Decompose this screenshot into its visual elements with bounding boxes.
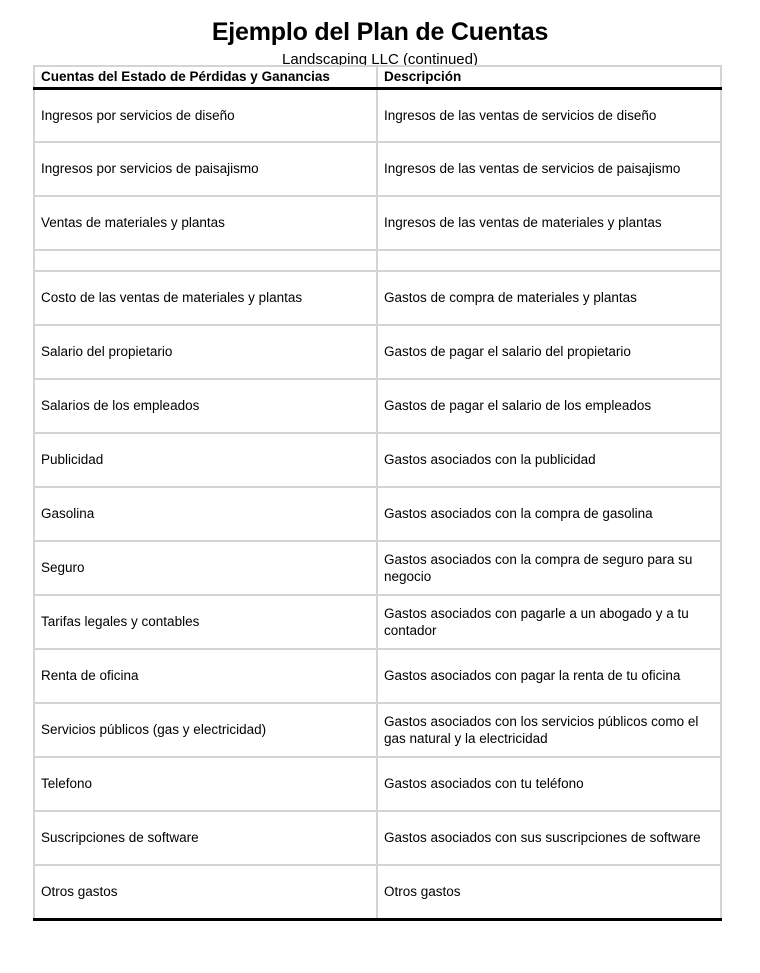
- cell-account-empty: [34, 250, 377, 271]
- page-subtitle: Landscaping LLC (continued): [282, 51, 478, 68]
- cell-description: Gastos de compra de materiales y plantas: [377, 271, 721, 325]
- cell-description: Gastos asociados con los servicios públicos como el gas natural y la electricidad: [377, 703, 721, 757]
- table-row: [34, 142, 721, 196]
- cell-description: Gastos asociados con pagar la renta de tu oficina: [377, 649, 721, 703]
- table-row: [34, 196, 721, 250]
- title-block: [0, 0, 760, 67]
- table-row: [34, 325, 721, 379]
- table-spacer-row: [34, 250, 721, 271]
- cell-description: Ingresos de las ventas de materiales y plantas: [377, 196, 721, 250]
- cell-description: Otros gastos: [377, 865, 721, 919]
- table-header: [34, 66, 721, 88]
- cell-account: Ingresos por servicios de paisajismo: [34, 142, 377, 196]
- chart-of-accounts-table-wrapper: [33, 65, 720, 921]
- table-row: [34, 811, 721, 865]
- cell-account: Tarifas legales y contables: [34, 595, 377, 649]
- chart-of-accounts-table: [33, 65, 722, 921]
- cell-description: Gastos asociados con la compra de seguro para su negocio: [377, 541, 721, 595]
- cell-account: Salario del propietario: [34, 325, 377, 379]
- cell-account: Servicios públicos (gas y electricidad): [34, 703, 377, 757]
- table-row: [34, 865, 721, 919]
- cell-description: Gastos asociados con sus suscripciones de software: [377, 811, 721, 865]
- cell-account: Costo de las ventas de materiales y plantas: [34, 271, 377, 325]
- cell-description: Gastos asociados con la compra de gasolina: [377, 487, 721, 541]
- cell-account: Renta de oficina: [34, 649, 377, 703]
- table-row: [34, 757, 721, 811]
- cell-account: Telefono: [34, 757, 377, 811]
- cell-account: Seguro: [34, 541, 377, 595]
- cell-account: Ingresos por servicios de diseño: [34, 88, 377, 142]
- cell-description: Ingresos de las ventas de servicios de paisajismo: [377, 142, 721, 196]
- cell-description: Gastos asociados con tu teléfono: [377, 757, 721, 811]
- table-row: [34, 487, 721, 541]
- table-row: [34, 379, 721, 433]
- table-body: [34, 88, 721, 919]
- table-row: [34, 88, 721, 142]
- cell-description-empty: [377, 250, 721, 271]
- table-row: [34, 649, 721, 703]
- table-header-row: [34, 66, 721, 88]
- page-title: Ejemplo del Plan de Cuentas: [211, 18, 549, 46]
- column-header-account: Cuentas del Estado de Pérdidas y Ganancias: [34, 66, 377, 88]
- cell-description: Gastos asociados con pagarle a un abogado y a tu contador: [377, 595, 721, 649]
- cell-account: Otros gastos: [34, 865, 377, 919]
- cell-account: Publicidad: [34, 433, 377, 487]
- table-row: [34, 595, 721, 649]
- cell-description: Gastos de pagar el salario del propietario: [377, 325, 721, 379]
- cell-description: Ingresos de las ventas de servicios de diseño: [377, 88, 721, 142]
- cell-description: Gastos asociados con la publicidad: [377, 433, 721, 487]
- table-row: [34, 433, 721, 487]
- cell-account: Salarios de los empleados: [34, 379, 377, 433]
- table-row: [34, 271, 721, 325]
- cell-description: Gastos de pagar el salario de los empleados: [377, 379, 721, 433]
- table-row: [34, 703, 721, 757]
- column-header-description: Descripción: [377, 66, 721, 88]
- cell-account: Suscripciones de software: [34, 811, 377, 865]
- cell-account: Ventas de materiales y plantas: [34, 196, 377, 250]
- table-row: [34, 541, 721, 595]
- cell-account: Gasolina: [34, 487, 377, 541]
